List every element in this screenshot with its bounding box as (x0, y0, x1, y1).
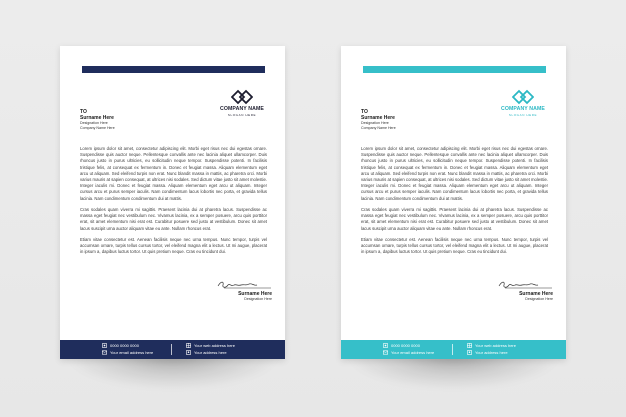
top-accent-bar (363, 66, 546, 73)
recipient-company: Company Name Here (80, 126, 115, 130)
phone-icon (383, 343, 388, 348)
body-paragraph-1: Lorem ipsum dolor sit amet, consectetur adipiscing elit. Morbi eget risus nec dui egestas ornare. Suspendisse quis auctor neque. Pellentesque convallis ante nec lacinia aliquet ullamcorper. Duis rhoncus justo in purus ultricies, eu sollicitudin neque tempor. Suspendisse potenti. In facilisis tristique felis, at consequat ex fermentum in. Donec et feugiat massa. Aliquam elementum eget arcu ut aliquam. Sed eleifend turpis non erat. Nunc blandit massa in mattis, ac pharetra orci. Morbi varius mauris at sapien consequat, at ultrices nisi sodales. Sed dictum vitae justo sit amet molestie. Integer iaculis mi. Donec et feugiat massa. Aliquam elementum eget arcu ut aliquam. Integer cursus arcu et purus semper iaculis. Nam condimentum lacus lobortis nec porta, et gravida tellus lacinia. Nam condimentum condimentum dui at mattis. (361, 146, 548, 201)
sheet-shadow-right (349, 355, 559, 389)
footer-phone (383, 343, 420, 348)
footer-web-text: Your web address here (194, 343, 235, 348)
signature-title: Designation Here (525, 297, 553, 301)
letterhead-teal (341, 46, 566, 359)
email-icon (383, 350, 388, 355)
letterhead-navy (60, 46, 285, 359)
body-paragraph-2: Cras sodales quam viverra mi sagittis. Praesent lacinia dui at pharetra lacus. Suspendisse ac massa eget feugiat nec vestibulum nec. Vivamus lacinia, ex a semper posuere, arcu quis porttitor erat, sit amet elementum nisi erat est. Curabitur posuere sed justo at vestibulum. Donec sit amet lacus suscipit urna auctor aliquam vitae eu ante. Nullam rhoncus erat. (80, 207, 267, 231)
location-icon (186, 350, 191, 355)
recipient-surname: Surname Here (361, 115, 395, 121)
recipient-designation: Designation Here (361, 121, 389, 125)
globe-icon (467, 343, 472, 348)
to-label: TO (80, 109, 87, 115)
letter-body (361, 146, 548, 261)
body-paragraph-3: Etiam vitae consectetur est. Aenean facilisis neque nec urna tempus. Nunc tempor, turpis vel accumsan ornare, turpis tellus cursus tortor, vel eleifend magna elit a lectus. Ut mi augue, placerat in ipsum a, dapibus luctus tortor. Ut quis pretium neque. Cras eu tincidunt dui. (80, 237, 267, 255)
email-icon (102, 350, 107, 355)
body-paragraph-2: Cras sodales quam viverra mi sagittis. Praesent lacinia dui at pharetra lacus. Suspendisse ac massa eget feugiat nec vestibulum nec. Vivamus lacinia, ex a semper posuere, arcu quis porttitor erat, sit amet elementum nisi erat est. Curabitur posuere sed justo at vestibulum. Donec sit amet lacus suscipit urna auctor aliquam vitae eu ante. Nullam rhoncus erat. (361, 207, 548, 231)
recipient-designation: Designation Here (80, 121, 108, 125)
signature-block (210, 280, 272, 302)
signature-title: Designation Here (244, 297, 272, 301)
body-paragraph-3: Etiam vitae consectetur est. Aenean facilisis neque nec urna tempus. Nunc tempor, turpis vel accumsan ornare, turpis tellus cursus tortor, vel eleifend magna elit a lectus. Ut mi augue, placerat in ipsum a, dapibus luctus tortor. Ut quis pretium neque. Cras eu tincidunt dui. (361, 237, 548, 255)
signature-scribble (497, 280, 553, 290)
signature-name: Surname Here (519, 291, 553, 297)
signature-name: Surname Here (238, 291, 272, 297)
footer-address (186, 350, 227, 355)
footer-phone-text: 0000 0000 0000 (391, 343, 420, 348)
letter-body (80, 146, 267, 261)
footer-web (467, 343, 516, 348)
to-label: TO (361, 109, 368, 115)
footer-phone (102, 343, 139, 348)
company-name: COMPANY NAME (501, 106, 545, 112)
footer-address-text: Your address here (475, 350, 508, 355)
company-name: COMPANY NAME (220, 106, 264, 112)
company-logo (493, 89, 553, 117)
sheet-shadow-left (68, 355, 278, 389)
recipient-block (361, 109, 471, 131)
recipient-company: Company Name Here (361, 126, 396, 130)
globe-icon (186, 343, 191, 348)
signature-scribble (216, 280, 272, 290)
footer-phone-text: 0000 0000 0000 (110, 343, 139, 348)
recipient-block (80, 109, 190, 131)
footer-bar (60, 340, 285, 359)
footer-address-text: Your address here (194, 350, 227, 355)
recipient-surname: Surname Here (80, 115, 114, 121)
footer-web (186, 343, 235, 348)
footer-bar (341, 340, 566, 359)
footer-email-text: Your email address here (391, 350, 435, 355)
signature-block (491, 280, 553, 302)
top-accent-bar (82, 66, 265, 73)
location-icon (467, 350, 472, 355)
footer-address (467, 350, 508, 355)
phone-icon (102, 343, 107, 348)
footer-email (102, 350, 153, 355)
diamond-logo-icon (512, 89, 534, 105)
footer-web-text: Your web address here (475, 343, 516, 348)
company-logo (212, 89, 272, 117)
footer-email-text: Your email address here (110, 350, 154, 355)
company-slogan: SLOGAN HERE (508, 112, 538, 117)
company-slogan: SLOGAN HERE (227, 112, 257, 117)
footer-email (383, 350, 434, 355)
diamond-logo-icon (231, 89, 253, 105)
body-paragraph-1: Lorem ipsum dolor sit amet, consectetur adipiscing elit. Morbi eget risus nec dui egestas ornare. Suspendisse quis auctor neque. Pellentesque convallis ante nec lacinia aliquet ullamcorper. Duis rhoncus justo in purus ultricies, eu sollicitudin neque tempor. Suspendisse potenti. In facilisis tristique felis, at consequat ex fermentum in. Donec et feugiat massa. Aliquam elementum eget arcu ut aliquam. Sed eleifend turpis non erat. Nunc blandit massa in mattis, ac pharetra orci. Morbi varius mauris at sapien consequat, at ultrices nisi sodales. Sed dictum vitae justo sit amet molestie. Integer iaculis mi. Donec et feugiat massa. Aliquam elementum eget arcu ut aliquam. Integer cursus arcu et purus semper iaculis. Nam condimentum lacus lobortis nec porta, et gravida tellus lacinia. Nam condimentum condimentum dui at mattis. (80, 146, 267, 201)
footer-divider (171, 344, 172, 355)
footer-divider (452, 344, 453, 355)
